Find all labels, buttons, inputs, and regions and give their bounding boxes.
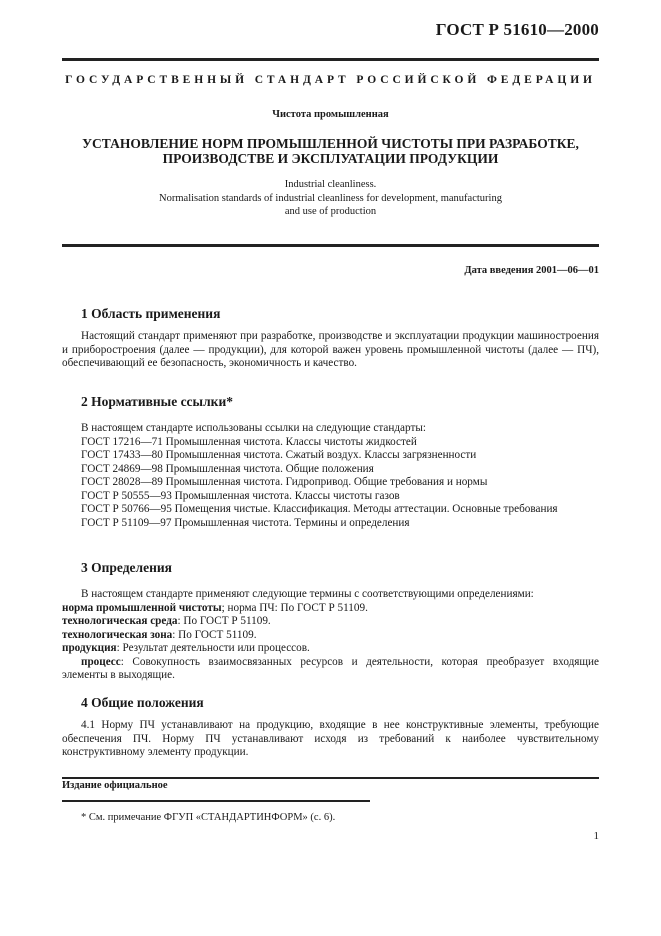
term: процесс [81,655,121,668]
section-heading: 1 Область применения [81,306,221,321]
section-text [62,719,599,760]
introduction-date: Дата введения 2001—06—01 [464,265,599,276]
term: технологическая среда [62,615,178,627]
term: технологическая зона [62,628,173,641]
paragraph: Настоящий стандарт применяют при разработке, производстве и эксплуатации продукции машиностроения и приборостроения (далее — продукции), для которой важен уровень промышленной чистоты (далее — ПЧ), обеспечивающий ее безопасность, экономичность и качество. [62,330,599,369]
definition: : Совокупность взаимосвязанных ресурсов и деятельности, которая преобразует входящие элементы в выходящие. [62,655,599,681]
english-title-line: and use of production [284,206,377,217]
title-line: ПРОИЗВОДСТВЕ И ЭКСПЛУАТАЦИИ ПРОДУКЦИИ [162,151,499,166]
definition: : Результат деятельности или процессов. [116,642,310,654]
paragraph: В настоящем стандарте использованы ссылки на следующие стандарты: [81,422,426,434]
definition-item [62,615,599,629]
section-heading: 4 Общие положения [81,695,204,710]
section-heading: 2 Нормативные ссылки* [81,394,233,409]
definition-item [62,602,599,616]
term: норма промышленной чистоты [62,601,222,614]
footnote: * См. примечание ФГУП «СТАНДАРТИНФОРМ» (с. 6). [81,812,336,823]
paragraph: В настоящем стандарте применяют следующие термины с соответствующими определениями: [81,588,534,600]
definitions-list [62,588,599,683]
reference-item: ГОСТ 24869—98 Промышленная чистота. Общие положения [81,462,374,475]
document-subtitle: Чистота промышленная [272,109,389,120]
standard-number: ГОСТ Р 51610—2000 [435,20,599,39]
definition: ; норма ПЧ: По ГОСТ Р 51109. [221,601,368,614]
reference-item: ГОСТ Р 50555—93 Промышленная чистота. Классы чистоты газов [81,489,400,502]
definition: : По ГОСТ Р 51109. [177,615,271,627]
section-heading: 3 Определения [81,560,172,575]
definition: : По ГОСТ 51109. [172,628,257,641]
paragraph: 4.1 Норму ПЧ устанавливают на продукцию, входящие в нее конструктивные элементы, требующие обеспечения ПЧ. Норму ПЧ устанавливают исходя из требований к наиболее чувствительному конструктивному элементу продукции. [62,719,599,758]
state-standard-line: ГОСУДАРСТВЕННЫЙ СТАНДАРТ РОССИЙСКОЙ ФЕДЕРАЦИИ [65,74,596,86]
official-edition-label: Издание официальное [62,780,168,791]
document-title [62,136,599,166]
english-title [62,178,599,219]
term: продукция [62,642,117,654]
definition-item [62,656,599,683]
footer-rule [62,777,599,779]
page-number: 1 [593,830,599,842]
section-text [62,330,599,371]
reference-item: ГОСТ Р 51109—97 Промышленная чистота. Термины и определения [81,516,410,529]
reference-item: ГОСТ 28028—89 Промышленная чистота. Гидропривод. Общие требования и нормы [81,476,488,488]
title-line: УСТАНОВЛЕНИЕ НОРМ ПРОМЫШЛЕННОЙ ЧИСТОТЫ ПРИ РАЗРАБОТКЕ, [82,136,579,151]
title-rule [62,244,599,247]
definition-item [62,642,599,656]
reference-item: ГОСТ Р 50766—95 Помещения чистые. Классификация. Методы аттестации. Основные требования [81,503,558,515]
top-rule [62,58,599,61]
reference-item: ГОСТ 17433—80 Промышленная чистота. Сжатый воздух. Классы загрязненности [81,449,477,461]
english-title-line: Industrial cleanliness. [284,179,377,190]
english-title-line: Normalisation standards of industrial cleanliness for development, manufacturing [159,192,502,204]
footnote-rule [62,800,370,802]
references-list [62,422,599,530]
reference-item: ГОСТ 17216—71 Промышленная чистота. Классы чистоты жидкостей [81,435,417,448]
definition-item [62,629,599,643]
